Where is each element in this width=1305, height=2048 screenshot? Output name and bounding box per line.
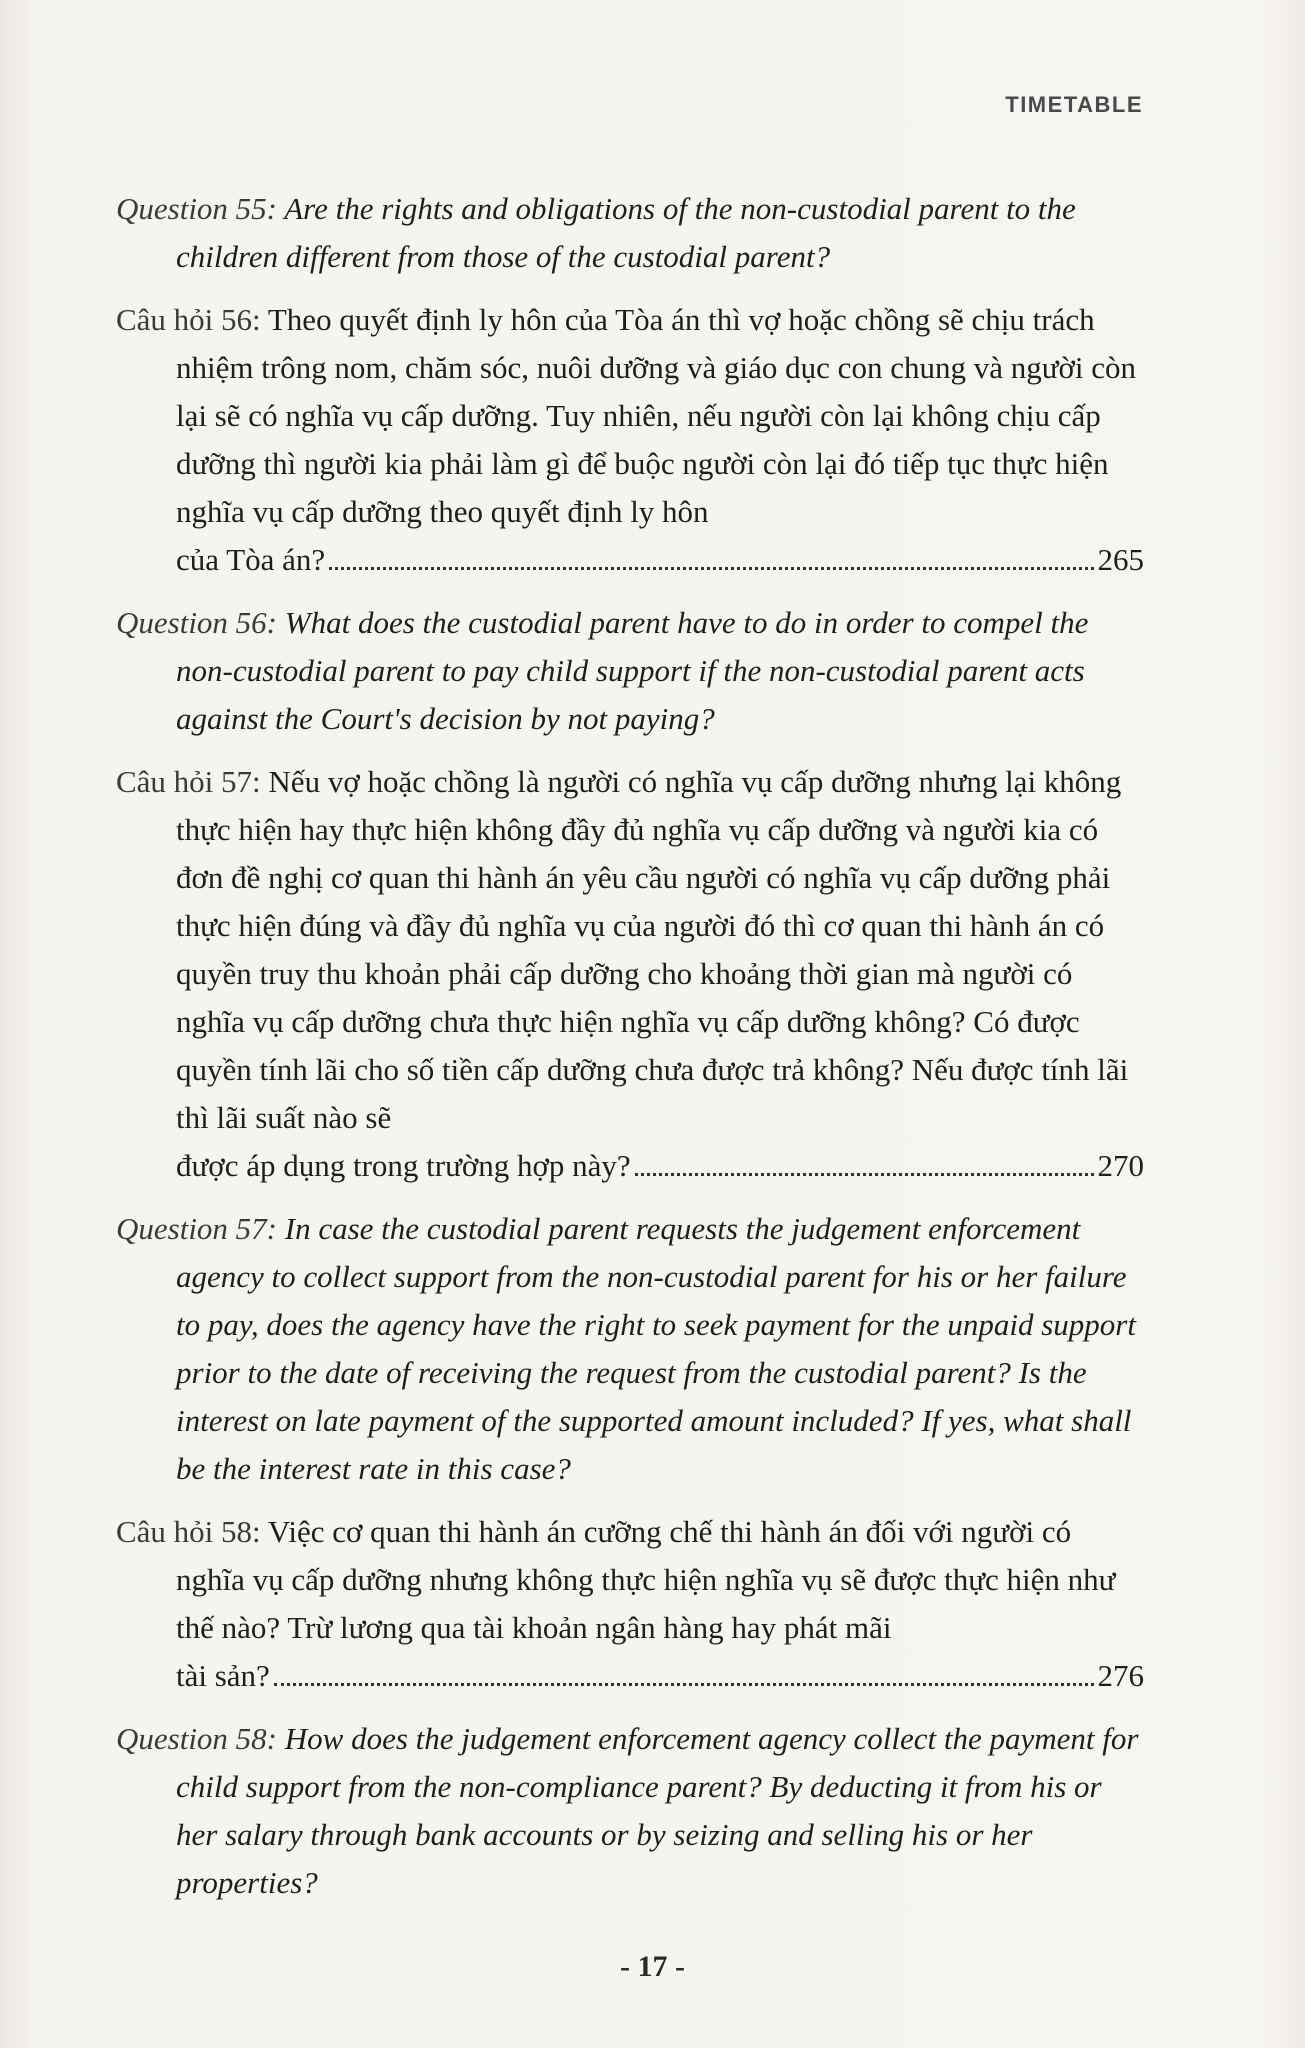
toc-entry-question-55 [116, 185, 1144, 281]
entry-label: Câu hỏi 56: [116, 302, 261, 337]
toc-entry-question-56 [116, 599, 1144, 743]
entry-text: In case the custodial parent requests the judgement enforcement agency to collect support from the non-custodial parent for his or her failure to pay, does the agency have the right to seek payment for the unpaid support prior to the date of receiving the request from the custodial parent? Is the interest on late payment of the supported amount included? If yes, what shall be the interest rate in this case? [176, 1211, 1136, 1486]
entry-text-last-line: tài sản? [176, 1658, 270, 1693]
page-reference: 270 [1097, 1148, 1144, 1183]
entry-label: Question 57: [116, 1211, 278, 1246]
dot-leader [635, 1173, 1094, 1176]
dot-leader [329, 567, 1093, 570]
toc-entry-cau-hoi-56[interactable] [116, 296, 1144, 584]
entry-text: Nếu vợ hoặc chồng là người có nghĩa vụ cấp dưỡng nhưng lại không thực hiện hay thực hiện không đầy đủ nghĩa vụ cấp dưỡng và người kia có đơn đề nghị cơ quan thi hành án yêu cầu người có nghĩa vụ cấp dưỡng phải thực hiện đúng và đầy đủ nghĩa vụ của người đó thì cơ quan thi hành án có quyền truy thu khoản phải cấp dưỡng cho khoảng thời gian mà người có nghĩa vụ cấp dưỡng chưa thực hiện nghĩa vụ cấp dưỡng không? Có được quyền tính lãi cho số tiền cấp dưỡng chưa được trả không? Nếu được tính lãi thì lãi suất nào sẽ [176, 764, 1129, 1135]
entry-text: How does the judgement enforcement agency collect the payment for child support from the non-compliance parent? By deducting it from his or her salary through bank accounts or by seizing and selling his or her properties? [176, 1721, 1139, 1900]
entry-label: Question 56: [116, 605, 278, 640]
toc-entry-cau-hoi-57[interactable] [116, 758, 1144, 1190]
page-reference: 276 [1097, 1658, 1144, 1693]
page-reference: 265 [1097, 542, 1144, 577]
toc-entry-question-58 [116, 1715, 1144, 1907]
toc-list [116, 185, 1144, 1922]
entry-text-last-line: của Tòa án? [176, 542, 326, 577]
dot-leader [274, 1683, 1094, 1686]
entry-text: Việc cơ quan thi hành án cưỡng chế thi hành án đối với người có nghĩa vụ cấp dưỡng nhưng không thực hiện nghĩa vụ sẽ được thực hiện như thế nào? Trừ lương qua tài khoản ngân hàng hay phát mãi [176, 1514, 1116, 1645]
entry-label: Question 58: [116, 1721, 278, 1756]
entry-label: Câu hỏi 58: [116, 1514, 261, 1549]
entry-label: Câu hỏi 57: [116, 764, 261, 799]
entry-text: What does the custodial parent have to do in order to compel the non-custodial parent to pay child support if the non-custodial parent acts against the Court's decision by not paying? [176, 605, 1089, 736]
entry-leader-line [176, 1142, 1144, 1190]
toc-entry-cau-hoi-58[interactable] [116, 1508, 1144, 1700]
page-number: - 17 - [620, 1950, 685, 1983]
running-header: TIMETABLE [1005, 92, 1143, 117]
entry-leader-line [176, 1652, 1144, 1700]
entry-text-last-line: được áp dụng trong trường hợp này? [176, 1148, 631, 1183]
toc-entry-question-57 [116, 1205, 1144, 1493]
entry-text: Theo quyết định ly hôn của Tòa án thì vợ hoặc chồng sẽ chịu trách nhiệm trông nom, chăm sóc, nuôi dưỡng và giáo dục con chung và người còn lại sẽ có nghĩa vụ cấp dưỡng. Tuy nhiên, nếu người còn lại không chịu cấp dưỡng thì người kia phải làm gì để buộc người còn lại đó tiếp tục thực hiện nghĩa vụ cấp dưỡng theo quyết định ly hôn [176, 302, 1137, 529]
entry-text: Are the rights and obligations of the non-custodial parent to the children different from those of the custodial parent? [176, 191, 1076, 274]
entry-leader-line [176, 536, 1144, 584]
entry-label: Question 55: [116, 191, 278, 226]
